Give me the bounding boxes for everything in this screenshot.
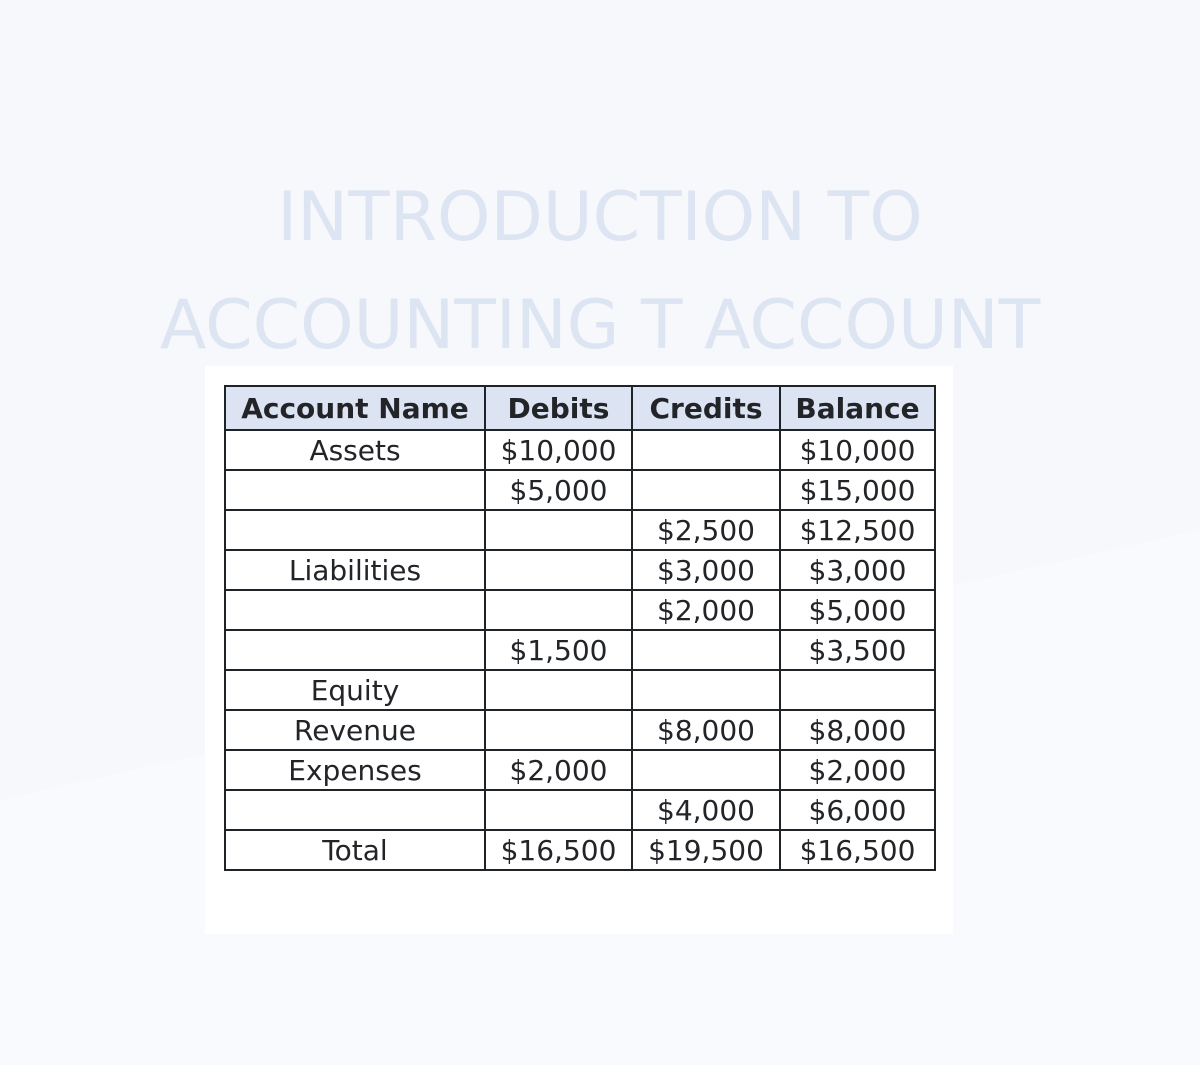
cell-balance xyxy=(780,670,935,710)
page-title xyxy=(0,164,1200,380)
cell-credit xyxy=(632,470,780,510)
header-credits: Credits xyxy=(632,386,780,430)
cell-credit xyxy=(632,750,780,790)
table-row xyxy=(225,670,935,710)
header-account-name: Account Name xyxy=(225,386,485,430)
header-balance: Balance xyxy=(780,386,935,430)
cell-debit xyxy=(485,670,632,710)
header-debits: Debits xyxy=(485,386,632,430)
cell-credit xyxy=(632,630,780,670)
table-card xyxy=(205,366,953,934)
cell-debit: $5,000 xyxy=(485,470,632,510)
cell-total-balance: $16,500 xyxy=(780,830,935,870)
cell-credit: $4,000 xyxy=(632,790,780,830)
cell-account-name xyxy=(225,590,485,630)
cell-balance: $10,000 xyxy=(780,430,935,470)
table-row xyxy=(225,750,935,790)
cell-account-name: Revenue xyxy=(225,710,485,750)
cell-balance: $6,000 xyxy=(780,790,935,830)
cell-credit xyxy=(632,430,780,470)
cell-account-name: Expenses xyxy=(225,750,485,790)
table-row xyxy=(225,590,935,630)
header-row xyxy=(225,386,935,430)
table-row xyxy=(225,430,935,470)
cell-debit xyxy=(485,790,632,830)
cell-balance: $5,000 xyxy=(780,590,935,630)
cell-debit xyxy=(485,590,632,630)
table-row xyxy=(225,630,935,670)
cell-debit xyxy=(485,510,632,550)
cell-account-name: Equity xyxy=(225,670,485,710)
cell-debit: $2,000 xyxy=(485,750,632,790)
cell-account-name xyxy=(225,470,485,510)
cell-account-name xyxy=(225,630,485,670)
cell-credit: $3,000 xyxy=(632,550,780,590)
cell-account-name xyxy=(225,510,485,550)
total-row xyxy=(225,830,935,870)
cell-balance: $8,000 xyxy=(780,710,935,750)
cell-total-debits: $16,500 xyxy=(485,830,632,870)
cell-balance: $15,000 xyxy=(780,470,935,510)
cell-account-name: Liabilities xyxy=(225,550,485,590)
cell-credit: $8,000 xyxy=(632,710,780,750)
cell-balance: $3,000 xyxy=(780,550,935,590)
cell-balance: $3,500 xyxy=(780,630,935,670)
cell-account-name xyxy=(225,790,485,830)
cell-balance: $12,500 xyxy=(780,510,935,550)
t-account-table xyxy=(224,385,936,871)
table-row xyxy=(225,470,935,510)
title-line-1: INTRODUCTION TO xyxy=(277,177,923,257)
cell-balance: $2,000 xyxy=(780,750,935,790)
cell-credit xyxy=(632,670,780,710)
cell-debit xyxy=(485,710,632,750)
cell-total-credits: $19,500 xyxy=(632,830,780,870)
cell-account-name: Assets xyxy=(225,430,485,470)
table-row xyxy=(225,550,935,590)
table-row xyxy=(225,710,935,750)
cell-debit: $1,500 xyxy=(485,630,632,670)
cell-debit: $10,000 xyxy=(485,430,632,470)
cell-credit: $2,500 xyxy=(632,510,780,550)
table-row xyxy=(225,510,935,550)
table-row xyxy=(225,790,935,830)
cell-debit xyxy=(485,550,632,590)
title-line-2: ACCOUNTING T ACCOUNT xyxy=(159,285,1041,365)
cell-total-label: Total xyxy=(225,830,485,870)
cell-credit: $2,000 xyxy=(632,590,780,630)
